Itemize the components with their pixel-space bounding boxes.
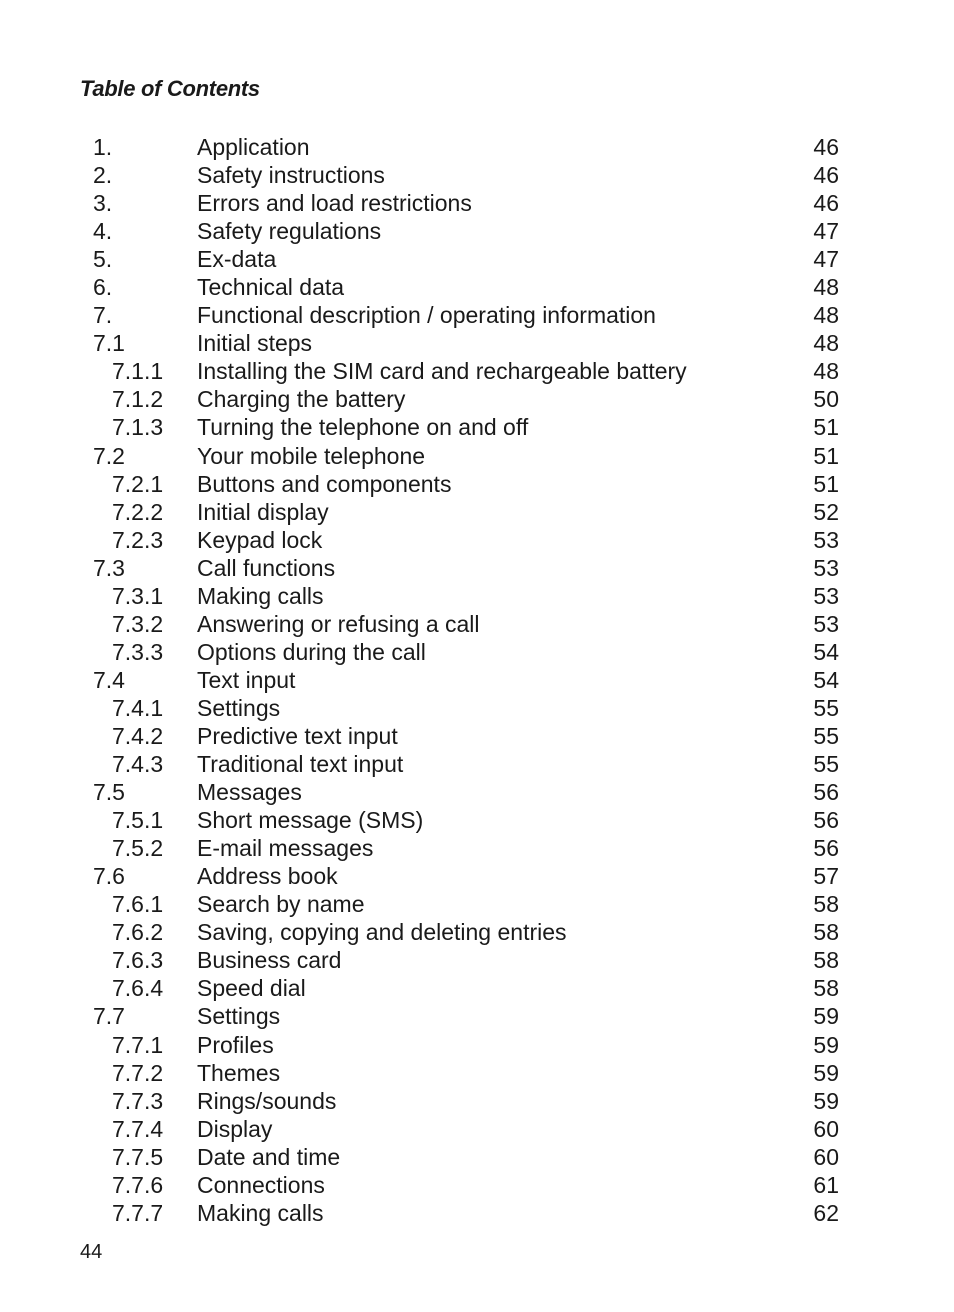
toc-entry[interactable]: [0, 470, 954, 498]
toc-entry-label: Safety instructions: [197, 162, 385, 189]
toc-entry-label: Safety regulations: [197, 218, 382, 245]
toc-entry-page: 52: [813, 498, 839, 525]
toc-entry[interactable]: [0, 526, 954, 554]
toc-entry-number: 7.2.1: [112, 470, 164, 497]
toc-entry-label: Themes: [197, 1059, 281, 1086]
toc-entry-label: Technical data: [197, 274, 345, 301]
toc-entry-label: Traditional text input: [197, 751, 404, 778]
toc-entry[interactable]: [0, 946, 954, 974]
toc-entry-page: 55: [813, 722, 839, 749]
toc-entry-number: 7.7.5: [112, 1143, 164, 1170]
toc-entry-page: 54: [813, 638, 839, 665]
toc-entry-page: 56: [813, 835, 839, 862]
toc-entry-number: 7.6.1: [112, 891, 164, 918]
toc-entry[interactable]: [0, 1059, 954, 1087]
toc-entry-label: Date and time: [197, 1143, 341, 1170]
toc-entry-number: 7.7.4: [112, 1115, 164, 1142]
toc-entry-page: 47: [813, 246, 839, 273]
toc-entry[interactable]: [0, 329, 954, 357]
toc-entry-page: 46: [813, 162, 839, 189]
toc-entry-number: 7.3.1: [112, 582, 164, 609]
toc-entry-label: Making calls: [197, 1199, 324, 1226]
toc-entry-label: Initial display: [197, 498, 329, 525]
toc-entry-page: 48: [813, 302, 839, 329]
toc-entry[interactable]: [0, 442, 954, 470]
toc-entry[interactable]: [0, 1199, 954, 1227]
toc-entry[interactable]: [0, 1171, 954, 1199]
toc-entry[interactable]: [0, 666, 954, 694]
toc-entry-number: 3.: [93, 190, 113, 217]
toc-entry[interactable]: [0, 918, 954, 946]
toc-entry-number: 4.: [93, 218, 113, 245]
toc-entry[interactable]: [0, 890, 954, 918]
toc-entry-label: Rings/sounds: [197, 1087, 337, 1114]
toc-entry[interactable]: [0, 245, 954, 273]
toc-entry-page: 56: [813, 807, 839, 834]
toc-entry-label: Ex-data: [197, 246, 277, 273]
toc-entry-number: 7.4.1: [112, 694, 164, 721]
toc-entry-page: 53: [813, 554, 839, 581]
toc-entry[interactable]: [0, 385, 954, 413]
toc-entry[interactable]: [0, 189, 954, 217]
toc-entry[interactable]: [0, 638, 954, 666]
toc-entry-page: 53: [813, 610, 839, 637]
toc-entry-page: 58: [813, 947, 839, 974]
toc-entry-label: Answering or refusing a call: [197, 610, 480, 637]
toc-entry-label: Installing the SIM card and rechargeable battery: [197, 358, 687, 385]
toc-entry-number: 7.7.6: [112, 1171, 164, 1198]
toc-entry-number: 7.7: [93, 1003, 125, 1030]
toc-entry-page: 47: [813, 218, 839, 245]
toc-entry-number: 7.4.2: [112, 722, 164, 749]
toc-entry[interactable]: [0, 554, 954, 582]
toc-entry-label: Predictive text input: [197, 722, 398, 749]
toc-entry-label: Options during the call: [197, 638, 426, 665]
toc-entry-label: Display: [197, 1115, 273, 1142]
toc-entry[interactable]: [0, 750, 954, 778]
toc-entry-label: Messages: [197, 779, 302, 806]
toc-entry-page: 53: [813, 526, 839, 553]
toc-entry-page: 46: [813, 134, 839, 160]
toc-entry-page: 48: [813, 330, 839, 357]
toc-entry-number: 5.: [93, 246, 113, 273]
toc-entry-page: 62: [813, 1199, 839, 1226]
toc-entry[interactable]: [0, 1143, 954, 1171]
toc-entry[interactable]: [0, 974, 954, 1002]
toc-entry-number: 7.3.2: [112, 610, 164, 637]
toc-entry-page: 48: [813, 274, 839, 301]
toc-entry-page: 48: [813, 358, 839, 385]
toc-entry-number: 2.: [93, 162, 113, 189]
toc-entry[interactable]: [0, 582, 954, 610]
toc-entry[interactable]: [0, 778, 954, 806]
toc-entry-label: Text input: [197, 666, 296, 693]
toc-entry[interactable]: [0, 694, 954, 722]
toc-entry-page: 46: [813, 190, 839, 217]
toc-entry-label: Connections: [197, 1171, 325, 1198]
toc-entry-number: 7.4: [93, 666, 125, 693]
toc-entry-page: 51: [813, 414, 839, 441]
toc-entry-page: 59: [813, 1003, 839, 1030]
toc-entry-label: Functional description / operating information: [197, 302, 656, 329]
toc-entry[interactable]: [0, 610, 954, 638]
toc-entry-number: 7.6: [93, 863, 125, 890]
toc-entry-label: Call functions: [197, 554, 336, 581]
toc-entry-label: Settings: [197, 1003, 281, 1030]
toc-entry-number: 7.1.2: [112, 386, 164, 413]
toc-entry-number: 7.4.3: [112, 751, 164, 778]
toc-entry-page: 60: [813, 1115, 839, 1142]
toc-entry-label: Settings: [197, 694, 281, 721]
toc-entry-page: 58: [813, 891, 839, 918]
toc-entry-page: 56: [813, 779, 839, 806]
toc-entry-label: Making calls: [197, 582, 324, 609]
toc-entry-label: Buttons and components: [197, 470, 452, 497]
toc-entry-number: 7.2.3: [112, 526, 164, 553]
toc-entry-number: 7.6.3: [112, 947, 164, 974]
toc-entry[interactable]: [0, 1002, 954, 1030]
toc-entry[interactable]: [0, 273, 954, 301]
toc-entry[interactable]: [0, 133, 954, 161]
toc-entry-page: 50: [813, 386, 839, 413]
toc-entry-label: Search by name: [197, 891, 365, 918]
toc-entry[interactable]: [0, 161, 954, 189]
toc-entry-number: 7.1.1: [112, 358, 164, 385]
toc-entry-number: 7.1.3: [112, 414, 164, 441]
toc-entry-page: 61: [813, 1171, 839, 1198]
toc-entry[interactable]: [0, 1031, 954, 1059]
toc-entry-label: Speed dial: [197, 975, 306, 1002]
toc-entry-label: Initial steps: [197, 330, 313, 357]
toc-entry-label: Keypad lock: [197, 526, 323, 553]
toc-entry-number: 1.: [93, 134, 113, 160]
toc-entry-number: 6.: [93, 274, 113, 301]
toc-list: [0, 133, 954, 1227]
toc-entry-label: Application: [197, 134, 310, 160]
toc-entry-label: Your mobile telephone: [197, 442, 426, 469]
toc-entry-number: 7.5.1: [112, 807, 164, 834]
toc-entry[interactable]: [0, 1087, 954, 1115]
toc-entry-label: Short message (SMS): [197, 807, 424, 834]
toc-entry-label: Errors and load restrictions: [197, 190, 472, 217]
toc-entry[interactable]: [0, 217, 954, 245]
toc-entry-number: 7.1: [93, 330, 125, 357]
toc-entry-number: 7.6.4: [112, 975, 164, 1002]
toc-entry-number: 7.: [93, 302, 113, 329]
toc-entry[interactable]: [0, 301, 954, 329]
toc-entry-label: Business card: [197, 947, 342, 974]
toc-entry-number: 7.7.3: [112, 1087, 164, 1114]
toc-entry-number: 7.3: [93, 554, 125, 581]
toc-entry-page: 60: [813, 1143, 839, 1170]
toc-title: Table of Contents: [80, 76, 260, 101]
toc-entry-number: 7.6.2: [112, 919, 164, 946]
toc-entry[interactable]: [0, 862, 954, 890]
toc-entry-page: 51: [813, 442, 839, 469]
toc-entry-label: Profiles: [197, 1031, 274, 1058]
toc-entry-page: 53: [813, 582, 839, 609]
toc-entry-page: 58: [813, 919, 839, 946]
toc-entry-page: 57: [813, 863, 839, 890]
toc-entry-number: 7.2.2: [112, 498, 164, 525]
toc-entry[interactable]: [0, 413, 954, 441]
toc-entry-number: 7.2: [93, 442, 125, 469]
toc-entry-number: 7.5: [93, 779, 125, 806]
toc-entry-label: Charging the battery: [197, 386, 406, 413]
toc-entry[interactable]: [0, 722, 954, 750]
toc-entry[interactable]: [0, 498, 954, 526]
toc-entry-page: 59: [813, 1059, 839, 1086]
toc-entry-number: 7.5.2: [112, 835, 164, 862]
toc-entry-number: 7.7.2: [112, 1059, 164, 1086]
toc-entry-page: 55: [813, 694, 839, 721]
toc-entry-page: 54: [813, 666, 839, 693]
toc-entry-page: 58: [813, 975, 839, 1002]
toc-entry-page: 59: [813, 1087, 839, 1114]
toc-entry[interactable]: [0, 357, 954, 385]
toc-entry[interactable]: [0, 834, 954, 862]
toc-entry-number: 7.7.7: [112, 1199, 164, 1226]
toc-entry-number: 7.3.3: [112, 638, 164, 665]
toc-entry-label: Address book: [197, 863, 338, 890]
toc-entry-page: 59: [813, 1031, 839, 1058]
toc-entry-label: E-mail messages: [197, 835, 374, 862]
page-number: 44: [80, 1241, 103, 1263]
toc-entry[interactable]: [0, 1115, 954, 1143]
toc-entry-page: 51: [813, 470, 839, 497]
toc-entry[interactable]: [0, 806, 954, 834]
toc-entry-label: Turning the telephone on and off: [197, 414, 529, 441]
toc-entry-page: 55: [813, 751, 839, 778]
toc-entry-number: 7.7.1: [112, 1031, 164, 1058]
toc-entry-label: Saving, copying and deleting entries: [197, 919, 567, 946]
